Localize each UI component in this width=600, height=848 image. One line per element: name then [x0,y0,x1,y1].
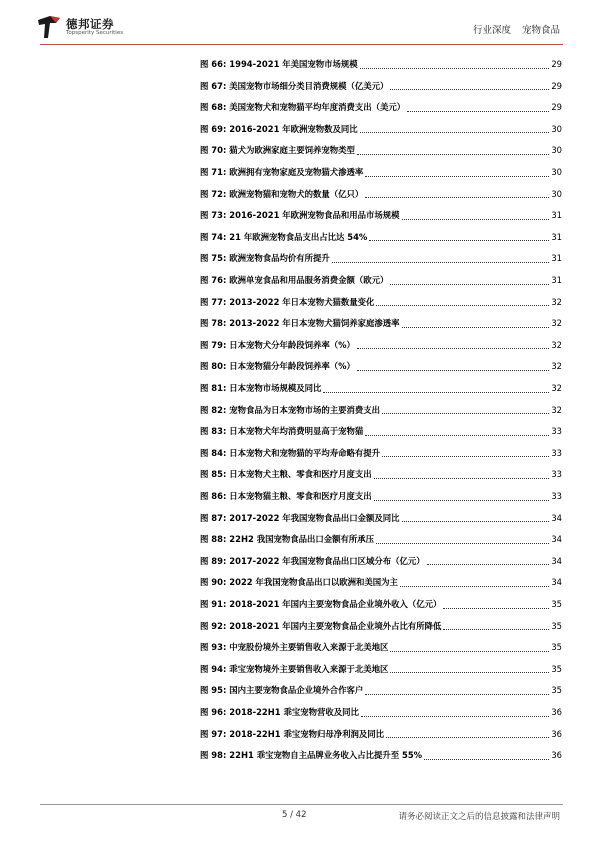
toc-leader-dots [390,284,549,285]
toc-leader-dots [374,500,550,501]
toc-entry[interactable] [200,99,562,115]
toc-figure-number: 图 91: [200,599,227,609]
toc-leader-dots [361,716,549,717]
toc-leader-dots [365,176,549,177]
toc-figure-number: 图 95: [200,685,227,696]
toc-entry[interactable] [200,56,562,72]
toc-leader-dots [424,759,549,760]
toc-leader-dots [402,521,550,522]
toc-figure-number: 图 77: [200,296,227,307]
toc-leader-dots [332,262,550,263]
toc-page-number: 35 [551,642,562,653]
toc-figure-title: 22H2 我国宠物食品出口金额有所承压 [229,534,374,545]
toc-figure-title: 美国宠物市场细分类目消费规模（亿美元） [229,80,389,91]
toc-figure-title: 日本宠物猫分年龄段饲养率（%） [229,361,355,372]
toc-figure-number: 图 72: [200,188,227,199]
toc-page-number: 34 [551,555,562,566]
toc-entry[interactable] [200,531,562,547]
footer-divider [40,804,563,805]
toc-figure-number: 图 80: [200,361,227,372]
brand-name-cn: 德邦证券 [66,17,114,31]
toc-page-number: 31 [551,210,562,221]
toc-figure-title: 1994-2021 年美国宠物市场规模 [229,59,358,69]
toc-leader-dots [365,435,549,436]
toc-entry[interactable] [200,142,562,158]
toc-leader-dots [376,543,549,544]
toc-figure-number: 图 75: [200,253,227,264]
toc-figure-number: 图 68: [200,102,227,113]
toc-entry[interactable] [200,618,562,634]
toc-figure-title: 2018-2021 年国内主要宠物食品企业境外占比有所降低 [229,620,442,631]
toc-entry[interactable] [200,682,562,698]
toc-entry[interactable] [200,574,562,590]
toc-figure-number: 图 78: [200,318,227,329]
toc-page-number: 29 [551,102,562,113]
brand-logo-icon [36,14,62,40]
toc-entry[interactable] [200,380,562,396]
toc-figure-number: 图 70: [200,145,227,156]
toc-page-number: 32 [551,318,562,329]
toc-figure-number: 图 96: [200,707,227,717]
toc-page-number: 34 [551,577,562,588]
toc-leader-dots [402,219,550,220]
toc-page-number: 34 [551,534,562,545]
toc-entry[interactable] [200,358,562,374]
toc-figure-number: 图 79: [200,339,227,350]
toc-figure-title: 22H1 乖宝宠物自主品牌业务收入占比提升至 55% [229,750,423,761]
toc-leader-dots [360,68,550,69]
header-tags [473,22,560,36]
toc-page-number: 31 [551,231,562,242]
toc-figure-number: 图 92: [200,620,227,631]
toc-figure-title: 2018-22H1 乖宝宠物营收及同比 [229,707,359,717]
toc-figure-title: 国内主要宠物食品企业境外合作客户 [229,685,364,696]
toc-page-number: 32 [551,383,562,393]
toc-figure-title: 日本宠物犬年均消费明显高于宠物猫 [229,426,364,437]
toc-figure-number: 图 67: [200,80,227,91]
toc-page-number: 34 [551,512,562,523]
toc-page-number: 33 [551,426,562,437]
toc-figure-number: 图 86: [200,491,227,501]
toc-figure-number: 图 66: [200,59,227,69]
toc-entry[interactable] [200,423,562,439]
header-divider [40,44,563,45]
toc-figure-title: 日本宠物犬和宠物猫的平均寿命略有提升 [229,447,381,458]
report-type-label: 行业深度 [472,25,511,36]
toc-figure-title: 日本宠物犬分年龄段饲养率（%） [229,339,355,350]
toc-figure-title: 乖宝宠物境外主要销售收入来源于北美地区 [229,663,389,674]
toc-figure-number: 图 74: [200,231,227,242]
toc-entry[interactable] [200,747,562,763]
toc-entry[interactable] [200,488,562,504]
toc-page-number: 30 [551,123,562,134]
toc-page-number: 32 [551,339,562,350]
page-header [0,0,600,46]
toc-figure-title: 欧洲宠物食品均价有所提升 [229,253,330,264]
toc-leader-dots [386,737,549,738]
toc-entry[interactable] [200,186,562,202]
toc-page-number: 33 [551,447,562,458]
toc-leader-dots [443,608,549,609]
toc-leader-dots [369,240,549,241]
toc-figure-title: 欧洲拥有宠物家庭及宠物猫犬渗透率 [229,167,364,177]
toc-entry[interactable] [200,294,562,310]
figure-list [200,56,562,776]
toc-page-number: 29 [551,59,562,69]
toc-figure-title: 日本宠物市场规模及同比 [229,383,322,393]
toc-page-number: 32 [551,361,562,372]
toc-figure-title: 2018-22H1 乖宝宠物归母净利润及同比 [229,728,384,739]
toc-page-number: 30 [551,188,562,199]
toc-figure-number: 图 69: [200,123,227,134]
toc-figure-title: 2013-2022 年日本宠物犬猫饲养家庭渗透率 [229,318,400,329]
toc-page-number: 36 [551,728,562,739]
toc-leader-dots [390,651,549,652]
toc-leader-dots [382,413,549,414]
toc-figure-number: 图 89: [200,555,227,566]
brand-name-en: Topsperity Securities [66,30,124,36]
toc-entry[interactable] [200,639,562,655]
toc-leader-dots [427,564,550,565]
toc-entry[interactable] [200,661,562,677]
toc-figure-title: 2022 年我国宠物食品出口以欧洲和美国为主 [229,577,398,588]
toc-figure-title: 美国宠物犬和宠物猫平均年度消费支出（美元） [229,102,406,113]
toc-page-number: 35 [551,663,562,674]
toc-page-number: 30 [551,145,562,156]
toc-leader-dots [407,111,549,112]
toc-figure-number: 图 93: [200,642,227,653]
toc-figure-title: 2017-2022 年我国宠物食品出口金额及同比 [229,512,400,523]
toc-leader-dots [400,586,549,587]
toc-page-number: 32 [551,404,562,415]
toc-leader-dots [402,327,550,328]
toc-leader-dots [323,392,549,393]
sector-label: 宠物食品 [521,25,560,36]
toc-leader-dots [360,132,550,133]
toc-figure-number: 图 87: [200,512,227,523]
toc-leader-dots [357,154,549,155]
toc-entry[interactable] [200,207,562,223]
toc-figure-title: 21 年欧洲宠物食品支出占比达 54% [229,231,368,242]
toc-figure-number: 图 97: [200,728,227,739]
toc-entry[interactable] [200,553,562,569]
toc-figure-title: 欧洲单宠食品和用品服务消费金额（欧元） [229,275,389,285]
toc-entry[interactable] [200,704,562,720]
toc-figure-number: 图 82: [200,404,227,415]
toc-page-number: 33 [551,491,562,501]
toc-entry[interactable] [200,726,562,742]
toc-entry[interactable] [200,510,562,526]
toc-entry[interactable] [200,402,562,418]
toc-page-number: 32 [551,296,562,307]
toc-figure-title: 2016-2021 年欧洲宠物数及同比 [229,123,358,134]
toc-figure-number: 图 88: [200,534,227,545]
toc-figure-number: 图 76: [200,275,227,285]
toc-page-number: 35 [551,685,562,696]
toc-entry[interactable] [200,164,562,180]
toc-figure-title: 2016-2021 年欧洲宠物食品和用品市场规模 [229,210,400,221]
toc-figure-title: 欧洲宠物猫和宠物犬的数量（亿只） [229,188,364,199]
toc-page-number: 36 [551,707,562,717]
toc-leader-dots [376,305,549,306]
toc-leader-dots [374,478,550,479]
toc-leader-dots [390,672,549,673]
toc-figure-number: 图 73: [200,210,227,221]
toc-entry[interactable] [200,121,562,137]
toc-leader-dots [443,629,549,630]
legal-disclaimer: 请务必阅读正文之后的信息披露和法律声明 [398,812,560,822]
toc-figure-title: 猫犬为欧洲家庭主要饲养宠物类型 [229,145,355,156]
toc-leader-dots [365,694,549,695]
toc-entry[interactable] [200,337,562,353]
toc-figure-number: 图 98: [200,750,227,761]
toc-figure-number: 图 83: [200,426,227,437]
toc-figure-title: 日本宠物犬主粮、零食和医疗月度支出 [229,469,372,480]
toc-entry[interactable] [200,315,562,331]
toc-entry[interactable] [200,445,562,461]
toc-page-number: 30 [551,167,562,177]
toc-page-number: 29 [551,80,562,91]
toc-entry[interactable] [200,229,562,245]
toc-page-number: 36 [551,750,562,761]
toc-figure-number: 图 90: [200,577,227,588]
page-number: 5 / 42 [282,810,307,820]
toc-leader-dots [382,456,549,457]
toc-page-number: 31 [551,275,562,285]
toc-figure-number: 图 71: [200,167,227,177]
toc-figure-title: 2013-2022 年日本宠物犬猫数量变化 [229,296,375,307]
toc-entry[interactable] [200,596,562,612]
toc-entry[interactable] [200,250,562,266]
toc-figure-number: 图 85: [200,469,227,480]
toc-page-number: 35 [551,620,562,631]
toc-figure-title: 2017-2022 年我国宠物食品出口区域分布（亿元） [229,555,425,566]
toc-figure-number: 图 84: [200,447,227,458]
toc-entry[interactable] [200,78,562,94]
toc-figure-title: 日本宠物猫主粮、零食和医疗月度支出 [229,491,372,501]
toc-page-number: 35 [551,599,562,609]
toc-figure-title: 2018-2021 年国内主要宠物食品企业境外收入（亿元） [229,599,442,609]
toc-leader-dots [390,89,549,90]
toc-leader-dots [357,370,549,371]
toc-entry[interactable] [200,466,562,482]
toc-leader-dots [365,197,549,198]
toc-figure-number: 图 94: [200,663,227,674]
toc-entry[interactable] [200,272,562,288]
toc-figure-title: 中宠股份境外主要销售收入来源于北美地区 [229,642,389,653]
brand-logo [36,14,126,40]
toc-figure-title: 宠物食品为日本宠物市场的主要消费支出 [229,404,381,415]
toc-figure-number: 图 81: [200,383,227,393]
toc-page-number: 33 [551,469,562,480]
toc-leader-dots [357,348,549,349]
toc-page-number: 31 [551,253,562,264]
